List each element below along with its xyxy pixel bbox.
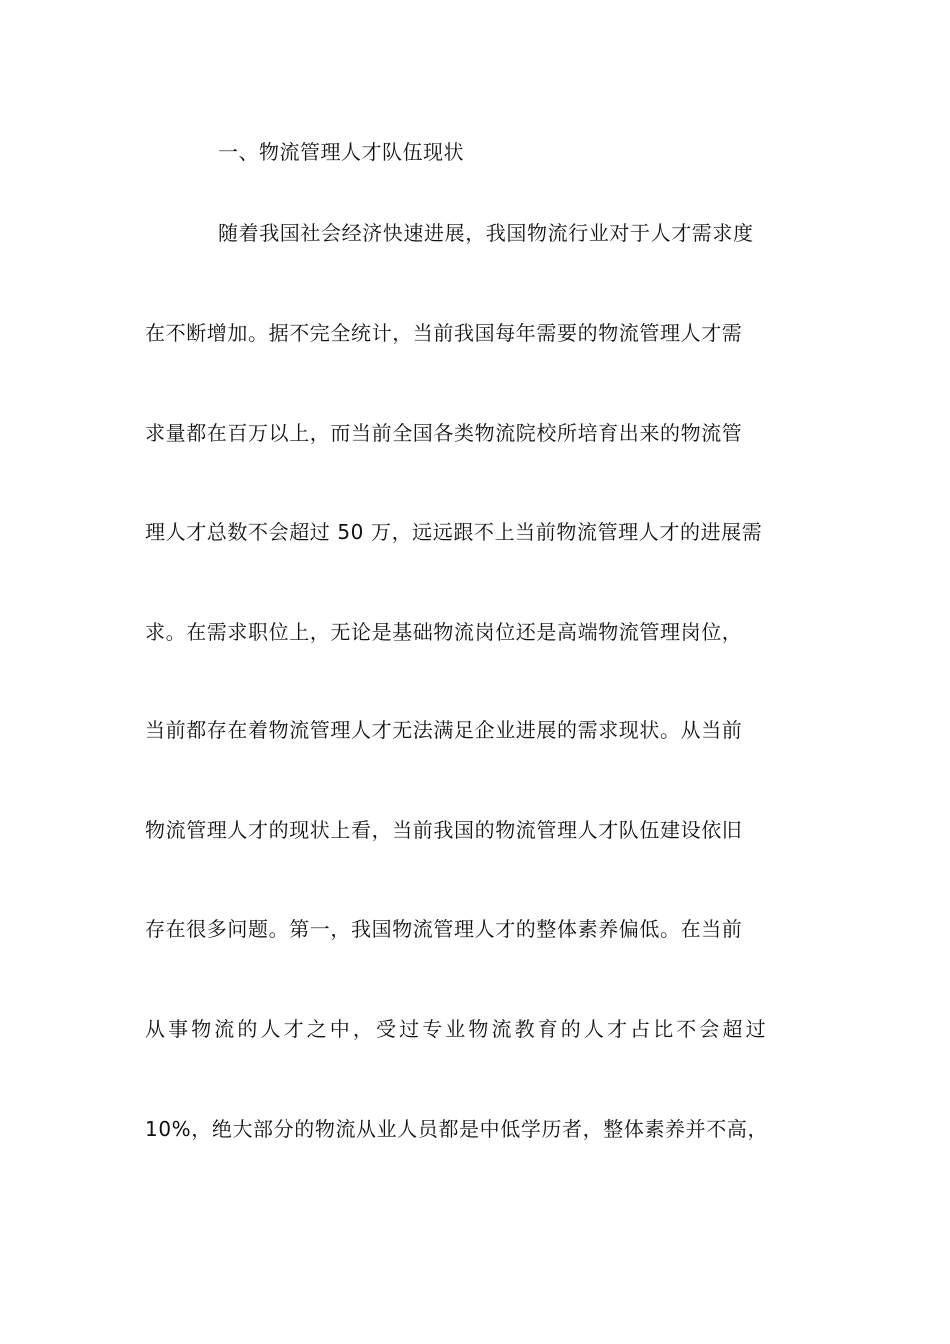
paragraph-line: 求。在需求职位上，无论是基础物流岗位还是高端物流管理岗位， [145,620,743,644]
paragraph-line: 存在很多问题。第一，我国物流管理人才的整体素养偏低。在当前 [145,917,743,941]
paragraph-line: 理人才总数不会超过 50 万，远远跟不上当前物流管理人才的进展需 [145,520,763,544]
paragraph-line: 从事物流的人才之中，受过专业物流教育的人才占比不会超过 [145,1017,769,1041]
paragraph-line: 求量都在百万以上，而当前全国各类物流院校所培育出来的物流管 [145,421,743,445]
paragraph-line: 在不断增加。据不完全统计，当前我国每年需要的物流管理人才需 [145,321,743,345]
paragraph-line: 10%，绝大部分的物流从业人员都是中低学历者，整体素养并不高， [145,1117,769,1141]
paragraph-line: 物流管理人才的现状上看，当前我国的物流管理人才队伍建设依旧 [145,818,743,842]
paragraph-line: 随着我国社会经济快速进展，我国物流行业对于人才需求度 [218,221,754,245]
section-heading: 一、物流管理人才队伍现状 [218,140,464,164]
paragraph-line: 当前都存在着物流管理人才无法满足企业进展的需求现状。从当前 [145,718,743,742]
